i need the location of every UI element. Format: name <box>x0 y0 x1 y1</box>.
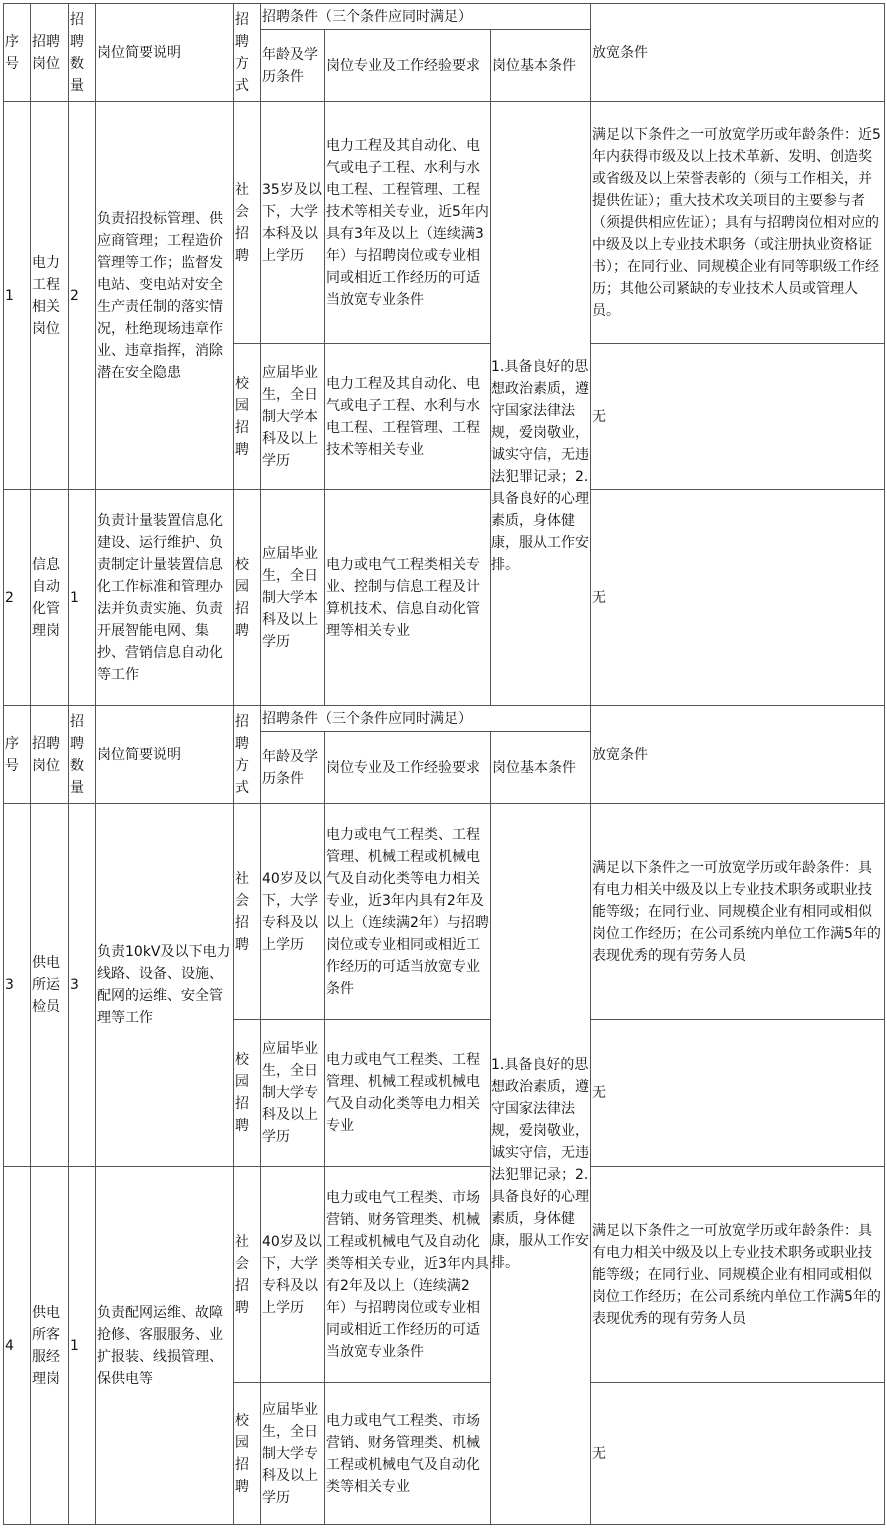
header-desc: 岗位简要说明 <box>96 706 234 804</box>
header-conditions-group: 招聘条件（三个条件应同时满足） <box>261 706 591 732</box>
header-major-exp: 岗位专业及工作经验要求 <box>325 30 491 102</box>
header-post: 招聘岗位 <box>31 4 69 102</box>
row-method: 校园招聘 <box>234 1020 261 1167</box>
row-age-edu: 应届毕业生，全日制大学本科及以上学历 <box>261 490 325 706</box>
basic-conditions-text: 1.具备良好的思想政治素质，遵守国家法律法规，爱岗敬业，诚实守信，无违法犯罪记录；2.具备良好的心理素质，身体健康，服从工作安排。 <box>491 1057 589 1271</box>
row-major: 电力或电气工程类、工程管理、机械工程或机械电气及自动化类等电力相关专业，近3年内具有2年及以上（连续满2年）与招聘岗位或专业相同或相近工作经历的可适当放宽专业条件 <box>325 804 491 1020</box>
row-relax: 无 <box>591 1020 885 1167</box>
header-age-edu: 年龄及学历条件 <box>261 732 325 804</box>
row-desc: 负责配网运维、故障抢修、客服服务、业扩报装、线损管理、保供电等 <box>96 1167 234 1525</box>
row-count: 1 <box>69 1167 96 1525</box>
header-seq: 序号 <box>4 706 31 804</box>
row-count: 2 <box>69 102 96 490</box>
row-seq: 3 <box>4 804 31 1167</box>
row-relax: 满足以下条件之一可放宽学历或年龄条件：具有电力相关中级及以上专业技术职务或职业技能等级；在同行业、同规模企业有相同或相似岗位工作经历；在公司系统内单位工作满5年的表现优秀的现有劳务人员 <box>591 804 885 1020</box>
row-method: 社会招聘 <box>234 1167 261 1383</box>
basic-conditions-text: 1.具备良好的思想政治素质，遵守国家法律法规，爱岗敬业，诚实守信，无违法犯罪记录；2.具备良好的心理素质，身体健康，服从工作安排。 <box>491 358 589 573</box>
row-post: 信息自动化管理岗 <box>31 490 69 706</box>
row-method: 校园招聘 <box>234 344 261 490</box>
row-relax: 无 <box>591 490 885 706</box>
row-relax: 无 <box>591 344 885 490</box>
header-seq: 序号 <box>4 4 31 102</box>
row-method: 社会招聘 <box>234 102 261 344</box>
row-count: 3 <box>69 804 96 1167</box>
header-method: 招聘方式 <box>234 4 261 102</box>
header-count: 招聘数量 <box>69 706 96 804</box>
row-seq: 4 <box>4 1167 31 1525</box>
row-relax: 满足以下条件之一可放宽学历或年龄条件：具有电力相关中级及以上专业技术职务或职业技能等级；在同行业、同规模企业有相同或相似岗位工作经历；在公司系统内单位工作满5年的表现优秀的现有劳务人员 <box>591 1167 885 1383</box>
header-basic: 岗位基本条件 <box>491 30 591 102</box>
header-relax: 放宽条件 <box>591 706 885 804</box>
row-age-edu: 应届毕业生，全日制大学专科及以上学历 <box>261 1383 325 1525</box>
header-count: 招聘数量 <box>69 4 96 102</box>
row-major: 电力工程及其自动化、电气或电子工程、水利与水电工程、工程管理、工程技术等相关专业 <box>325 344 491 490</box>
recruitment-table <box>3 3 885 1525</box>
header-post: 招聘岗位 <box>31 706 69 804</box>
row-major: 电力或电气工程类相关专业、控制与信息工程及计算机技术、信息自动化管理等相关专业 <box>325 490 491 706</box>
header-age-edu: 年龄及学历条件 <box>261 30 325 102</box>
row-post: 电力工程相关岗位 <box>31 102 69 490</box>
row-seq: 1 <box>4 102 31 490</box>
row-relax: 满足以下条件之一可放宽学历或年龄条件：近5年内获得市级及以上技术革新、发明、创造奖或省级及以上荣誉表彰的（须与工作相关，并提供佐证）；重大技术攻关项目的主要参与者（须提供相应佐证）；具有与招聘岗位相对应的中级及以上专业技术职务（或注册执业资格证书）；在同行业、同规模企业有同等职级工作经历；其他公司紧缺的专业技术人员或管理人员。 <box>591 102 885 344</box>
row-desc: 负责计量装置信息化建设、运行维护、负责制定计量装置信息化工作标准和管理办法并负责实施、负责开展智能电网、集抄、营销信息自动化等工作 <box>96 490 234 706</box>
header-basic: 岗位基本条件 <box>491 732 591 804</box>
row-desc: 负责招投标管理、供应商管理；工程造价管理等工作；监督发电站、变电站对安全生产责任制的落实情况，杜绝现场违章作业、违章指挥，消除潜在安全隐患 <box>96 102 234 490</box>
row-age-edu: 40岁及以下，大学专科及以上学历 <box>261 804 325 1020</box>
row-desc: 负责10kV及以下电力线路、设备、设施、配网的运维、安全管理等工作 <box>96 804 234 1167</box>
row-post: 供电所运检员 <box>31 804 69 1167</box>
row-method: 校园招聘 <box>234 490 261 706</box>
row-relax: 无 <box>591 1383 885 1525</box>
row-major: 电力工程及其自动化、电气或电子工程、水利与水电工程、工程管理、工程技术等相关专业，近5年内具有3年及以上（连续满3年）与招聘岗位或专业相同或相近工作经历的可适当放宽专业条件 <box>325 102 491 344</box>
row-count: 1 <box>69 490 96 706</box>
row-major: 电力或电气工程类、工程管理、机械工程或机械电气及自动化类等电力相关专业 <box>325 1020 491 1167</box>
header-method: 招聘方式 <box>234 706 261 804</box>
header-major-exp: 岗位专业及工作经验要求 <box>325 732 491 804</box>
row-major: 电力或电气工程类、市场营销、财务管理类、机械工程或机械电气及自动化类等相关专业，近3年内具有2年及以上（连续满2年）与招聘岗位或专业相同或相近工作经历的可适当放宽专业条件 <box>325 1167 491 1383</box>
header-relax: 放宽条件 <box>591 4 885 102</box>
row-post: 供电所客服经理岗 <box>31 1167 69 1525</box>
basic-conditions-cell <box>491 102 591 706</box>
basic-conditions-cell <box>491 804 591 1525</box>
row-age-edu: 应届毕业生，全日制大学专科及以上学历 <box>261 1020 325 1167</box>
header-conditions-group: 招聘条件（三个条件应同时满足） <box>261 4 591 30</box>
row-method: 校园招聘 <box>234 1383 261 1525</box>
row-method: 社会招聘 <box>234 804 261 1020</box>
row-age-edu: 35岁及以下，大学本科及以上学历 <box>261 102 325 344</box>
row-age-edu: 40岁及以下，大学专科及以上学历 <box>261 1167 325 1383</box>
row-age-edu: 应届毕业生，全日制大学本科及以上学历 <box>261 344 325 490</box>
row-major: 电力或电气工程类、市场营销、财务管理类、机械工程或机械电气及自动化类等相关专业 <box>325 1383 491 1525</box>
header-desc: 岗位简要说明 <box>96 4 234 102</box>
row-seq: 2 <box>4 490 31 706</box>
